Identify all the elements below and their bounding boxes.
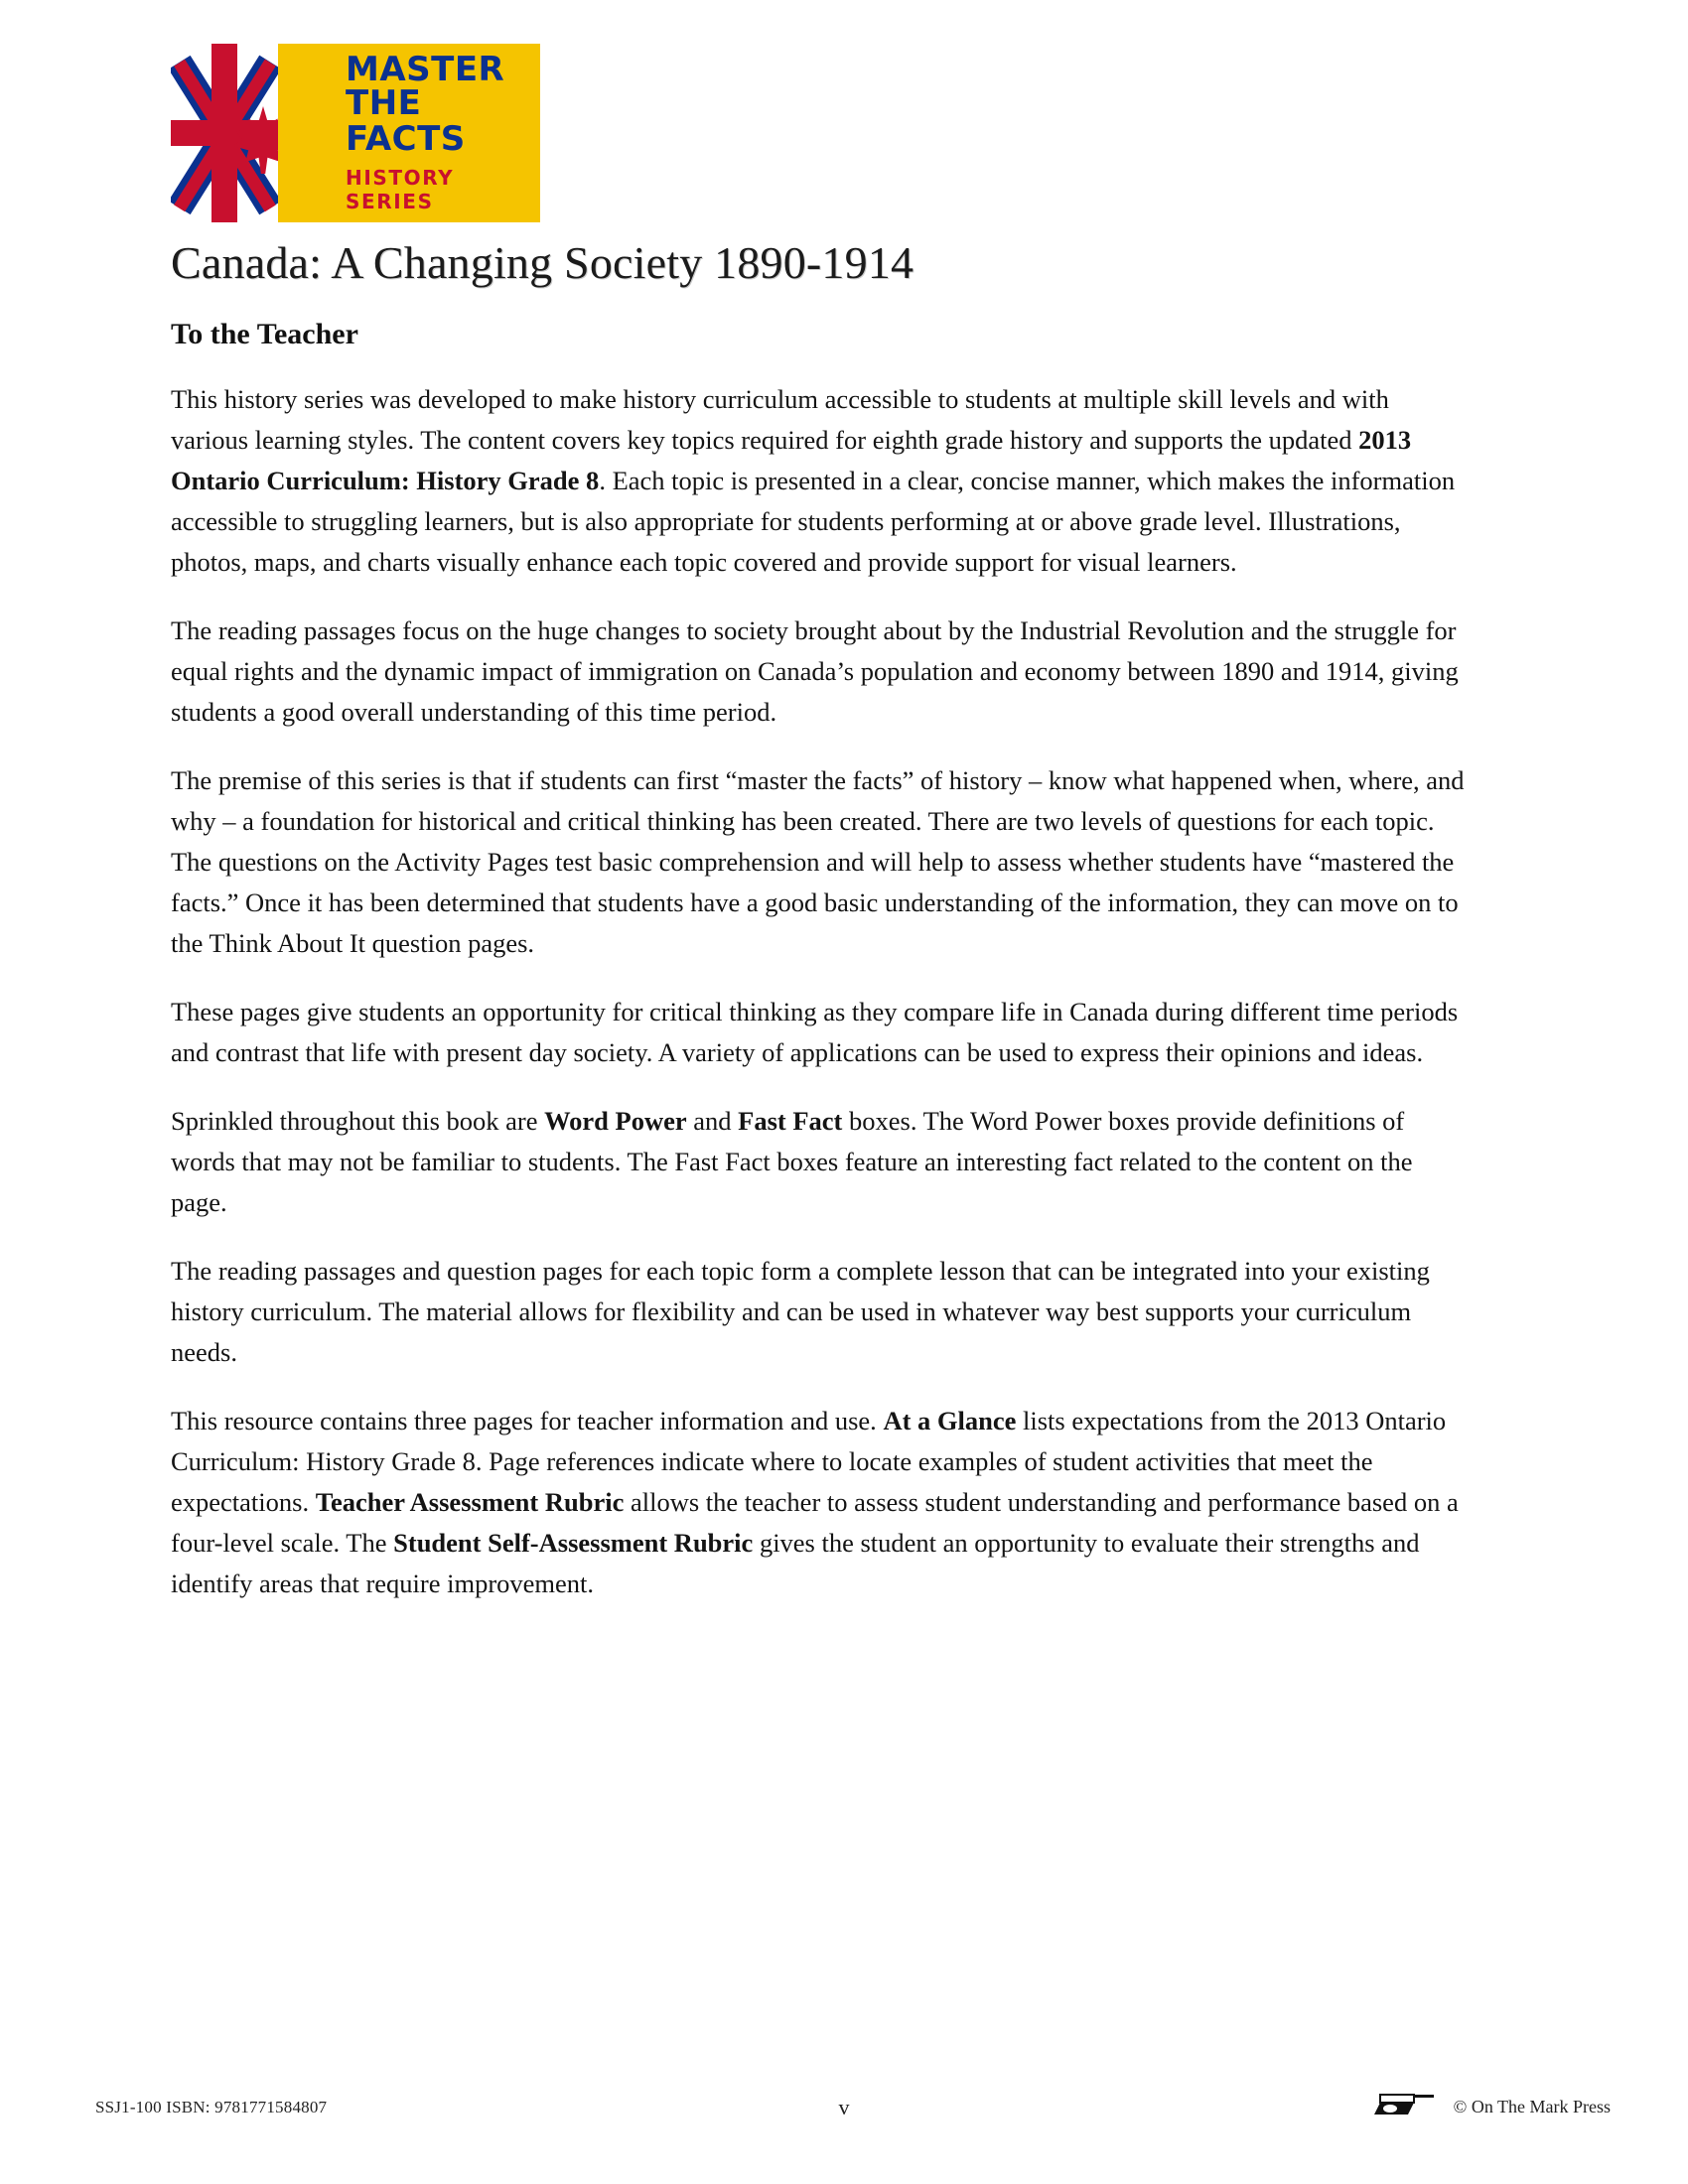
paragraph: [171, 1401, 1467, 1604]
body-text-run: This history series was developed to make history curriculum accessible to students at multiple skill levels and with various learning styles. The content covers key topics required for eighth grade history and supports the updated: [171, 384, 1389, 455]
footer-isbn: SSJ1-100 ISBN: 9781771584807: [95, 2098, 328, 2116]
emphasis-text: At a Glance: [883, 1406, 1017, 1435]
paragraph: [171, 1251, 1467, 1373]
logo-line-2: THE FACTS: [346, 83, 466, 159]
body-text: [171, 379, 1467, 1632]
body-text-run: allows the teacher to assess student understanding and performance based on a four-level scale. The: [171, 1487, 1459, 1558]
body-text-run: The premise of this series is that if students can first “master the facts” of history – know what happened when, where, and why – a foundation for historical and critical thinking has been created. There are two levels of questions for each topic. The questions on the Activity Pages test basic comprehension and will help to assess whether students have “mastered the facts.” Once it has been determined that students have a good basic understanding of the information, they can move on to the Think About It question pages.: [171, 765, 1465, 958]
emphasis-text: Student Self-Assessment Rubric: [393, 1528, 754, 1558]
emphasis-text: Teacher Assessment Rubric: [315, 1487, 625, 1517]
on-the-mark-press-logo-icon: [1368, 2085, 1440, 2128]
section-heading: To the Teacher: [171, 318, 358, 350]
body-text-run: The reading passages and question pages for each topic form a complete lesson that can be integrated into your existing history curriculum. The material allows for flexibility and can be used in whatever way best supports your curriculum needs.: [171, 1256, 1430, 1367]
body-text-run: These pages give students an opportunity for critical thinking as they compare life in Canada during different time periods and contrast that life with present day society. A variety of applications can be used to express their opinions and ideas.: [171, 997, 1459, 1067]
body-text-run: and: [686, 1106, 739, 1136]
emphasis-text: Fast Fact: [738, 1106, 843, 1136]
page-title: Canada: A Changing Society 1890-1914: [171, 237, 914, 288]
master-the-facts-logo: [171, 44, 540, 222]
emphasis-text: 2013 Ontario Curriculum: History Grade 8: [171, 425, 1412, 495]
paragraph: [171, 611, 1467, 733]
paragraph: [171, 1101, 1467, 1223]
body-text-run: This resource contains three pages for teacher information and use.: [171, 1406, 884, 1435]
body-text-run: Sprinkled throughout this book are: [171, 1106, 545, 1136]
body-text-run: gives the student an opportunity to evaluate their strengths and identify areas that require improvement.: [171, 1528, 1420, 1598]
paragraph: [171, 992, 1467, 1073]
body-text-run: lists expectations from the 2013 Ontario Curriculum: History Grade 8. Page references indicate where to locate examples of student activities that meet the expectations.: [171, 1406, 1447, 1517]
paragraph: [171, 379, 1467, 583]
logo-line-3: HISTORY SERIES: [346, 165, 455, 213]
maple-leaf-icon: [226, 101, 278, 179]
emphasis-text: Word Power: [544, 1106, 687, 1136]
body-text-run: boxes. The Word Power boxes provide definitions of words that may not be familiar to students. The Fast Fact boxes feature an interesting fact related to the content on the page.: [171, 1106, 1413, 1217]
paragraph: [171, 760, 1467, 964]
body-text-run: The reading passages focus on the huge changes to society brought about by the Industrial Revolution and the struggle for equal rights and the dynamic impact of immigration on Canada’s population and economy between 1890 and 1914, giving students a good overall understanding of this time period.: [171, 615, 1459, 727]
logo-line-1: MASTER: [346, 50, 505, 90]
footer-publisher-text: © On The Mark Press: [1453, 2096, 1611, 2116]
body-text-run: . Each topic is presented in a clear, concise manner, which makes the information accessible to struggling learners, but is also appropriate for students performing at or above grade level. Illustrations, photos, maps, and charts visually enhance each topic covered and provide support for visual learners.: [171, 466, 1456, 577]
footer-publisher: [1368, 2085, 1611, 2128]
union-jack-maple-leaf-icon: [171, 44, 278, 222]
footer-page-number: v: [838, 2095, 850, 2119]
